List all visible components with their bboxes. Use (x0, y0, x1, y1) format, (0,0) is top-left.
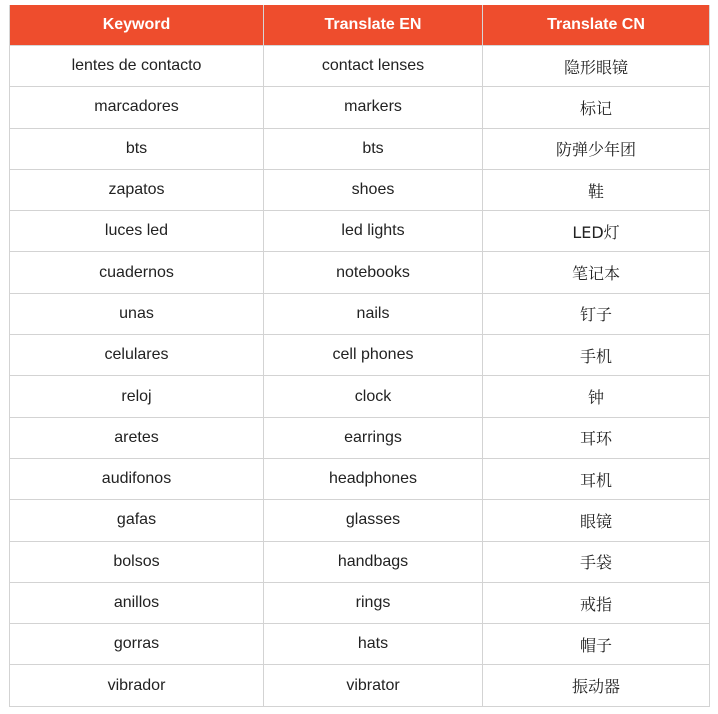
cell-translate-cn: 耳环 (483, 417, 710, 458)
cell-translate-cn: 手袋 (483, 541, 710, 582)
cell-translate-en: nails (264, 293, 483, 334)
cell-translate-cn: 帽子 (483, 624, 710, 665)
cell-keyword: cuadernos (10, 252, 264, 293)
cell-translate-en: headphones (264, 458, 483, 499)
cell-translate-cn: LED灯 (483, 211, 710, 252)
header-row (10, 5, 710, 46)
cell-keyword: bts (10, 128, 264, 169)
table-row (10, 252, 710, 293)
cell-translate-cn: 标记 (483, 87, 710, 128)
header-keyword: Keyword (10, 5, 264, 46)
cell-keyword: reloj (10, 376, 264, 417)
table-row (10, 46, 710, 87)
cell-translate-cn: 钟 (483, 376, 710, 417)
table-row (10, 458, 710, 499)
cell-keyword: bolsos (10, 541, 264, 582)
cell-translate-cn: 手机 (483, 335, 710, 376)
keyword-translation-table-container (9, 5, 709, 707)
cell-keyword: anillos (10, 582, 264, 623)
cell-translate-en: led lights (264, 211, 483, 252)
cell-translate-en: notebooks (264, 252, 483, 293)
header-translate-cn: Translate CN (483, 5, 710, 46)
cell-translate-en: markers (264, 87, 483, 128)
keyword-translation-table (9, 5, 710, 707)
cell-translate-en: shoes (264, 169, 483, 210)
cell-translate-en: glasses (264, 500, 483, 541)
cell-keyword: gafas (10, 500, 264, 541)
cell-translate-cn: 鞋 (483, 169, 710, 210)
table-row (10, 500, 710, 541)
cell-keyword: vibrador (10, 665, 264, 706)
header-translate-en: Translate EN (264, 5, 483, 46)
table-body (10, 46, 710, 707)
table-row (10, 665, 710, 706)
table-row (10, 335, 710, 376)
cell-translate-en: hats (264, 624, 483, 665)
table-row (10, 541, 710, 582)
cell-translate-cn: 防弹少年团 (483, 128, 710, 169)
cell-translate-en: handbags (264, 541, 483, 582)
cell-keyword: luces led (10, 211, 264, 252)
table-row (10, 128, 710, 169)
cell-translate-cn: 隐形眼镜 (483, 46, 710, 87)
cell-translate-en: rings (264, 582, 483, 623)
cell-keyword: audifonos (10, 458, 264, 499)
cell-translate-cn: 耳机 (483, 458, 710, 499)
cell-keyword: celulares (10, 335, 264, 376)
cell-translate-cn: 眼镜 (483, 500, 710, 541)
cell-translate-cn: 钉子 (483, 293, 710, 334)
table-row (10, 169, 710, 210)
cell-keyword: lentes de contacto (10, 46, 264, 87)
cell-keyword: unas (10, 293, 264, 334)
cell-translate-en: contact lenses (264, 46, 483, 87)
cell-translate-en: cell phones (264, 335, 483, 376)
table-row (10, 624, 710, 665)
cell-translate-en: earrings (264, 417, 483, 458)
cell-translate-cn: 振动器 (483, 665, 710, 706)
cell-translate-en: clock (264, 376, 483, 417)
cell-translate-en: bts (264, 128, 483, 169)
cell-keyword: aretes (10, 417, 264, 458)
table-header (10, 5, 710, 46)
cell-translate-cn: 笔记本 (483, 252, 710, 293)
cell-translate-en: vibrator (264, 665, 483, 706)
cell-keyword: marcadores (10, 87, 264, 128)
table-row (10, 417, 710, 458)
cell-keyword: zapatos (10, 169, 264, 210)
cell-translate-cn: 戒指 (483, 582, 710, 623)
cell-keyword: gorras (10, 624, 264, 665)
table-row (10, 376, 710, 417)
table-row (10, 582, 710, 623)
table-row (10, 293, 710, 334)
table-row (10, 211, 710, 252)
table-row (10, 87, 710, 128)
